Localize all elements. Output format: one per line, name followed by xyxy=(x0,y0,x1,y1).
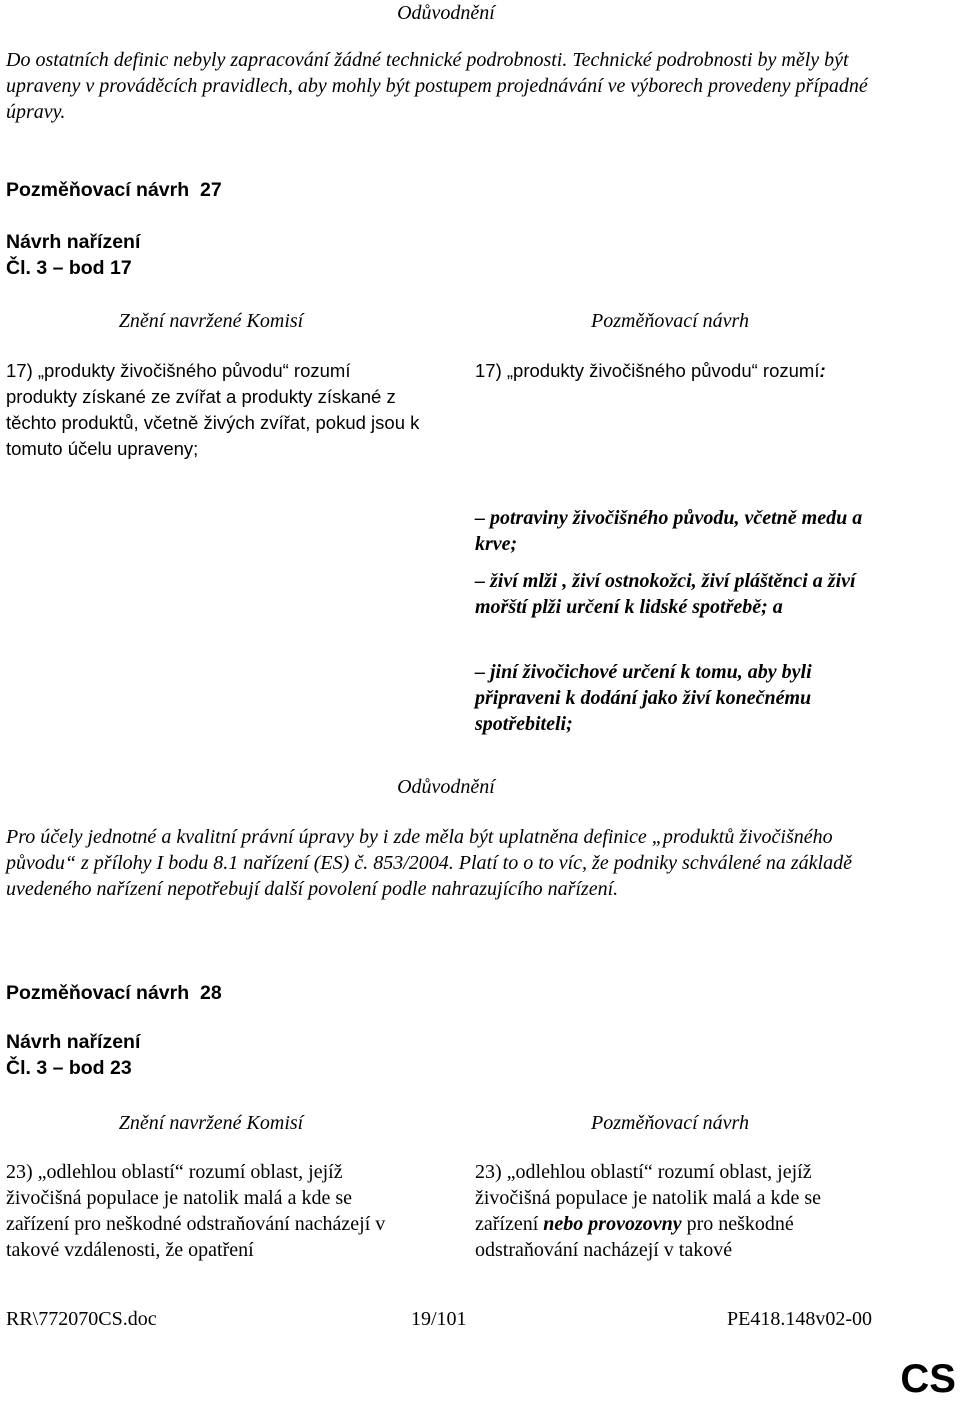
amendment-intro xyxy=(475,358,895,384)
amendment-title-label: Pozměňovací návrh xyxy=(6,982,190,1004)
justification-heading: Odůvodnění xyxy=(397,776,495,798)
footer-pe-ref: PE418.148v02-00 xyxy=(727,1308,872,1330)
amendment-text-part: 23) „odlehlou oblastí“ rozumí oblast, jejíž živočišná populace je natolik malá a kde se zařízení xyxy=(475,1161,821,1235)
article-reference: Čl. 3 – bod 23 xyxy=(6,1057,132,1079)
column-header-amendment: Pozměňovací návrh xyxy=(591,310,749,332)
amendment-intro-colon: : xyxy=(819,360,826,381)
justification-heading: Odůvodnění xyxy=(397,2,495,24)
amendment-intro-text: 17) „produkty živočišného původu“ rozumí xyxy=(475,360,820,381)
amendment-inserted-text: nebo provozovny xyxy=(543,1213,682,1235)
column-header-commission: Znění navržené Komisí xyxy=(118,1112,304,1134)
amendment-text-part: pro neškodné odstraňování nacházejí v takové xyxy=(475,1213,794,1261)
proposal-subtitle: Návrh nařízení xyxy=(6,231,141,253)
amendment-list-item: – potraviny živočišného původu, včetně medu a krve; xyxy=(475,507,863,555)
column-header-commission: Znění navržené Komisí xyxy=(118,310,304,332)
amendment-number: 27 xyxy=(200,179,222,201)
justification-text xyxy=(6,824,886,902)
language-code: CS xyxy=(900,1357,956,1401)
amendment-title xyxy=(6,177,222,203)
amendment-text xyxy=(475,1159,885,1263)
justification-text-part: Pro účely jednotné a kvalitní právní úpravy by i zde měla být uplatněna definice „produktů živočišného původu“ z přílohy I bodu 8.1 nařízení (ES) č. 853/2004. xyxy=(6,826,833,874)
amendment-list-item-text: živí mlži , živí ostnokožci, živí pláštěnci a živí mořští plži určení k lidské spotřebě; a xyxy=(475,570,856,618)
amendment-list-item-text: potraviny živočišného původu, včetně medu a krve; xyxy=(475,507,863,555)
amendment-title xyxy=(6,980,222,1006)
amendment-list-item-text: jiní živočichové určení k tomu, aby byli připraveni k dodání jako živí konečnému spotřebiteli; xyxy=(475,661,812,735)
amendment-list-item: – jiní živočichové určení k tomu, aby byli připraveni k dodání jako živí konečnému spotřebiteli; xyxy=(475,661,812,735)
amendment-number: 28 xyxy=(200,982,222,1004)
amendment-list-item: – živí mlži , živí ostnokožci, živí pláštěnci a živí mořští plži určení k lidské spotřebě; a xyxy=(475,570,856,618)
commission-text: 17) „produkty živočišného původu“ rozumí produkty získané ze zvířat a produkty získané z těchto produktů, včetně živých zvířat, pokud jsou k tomuto účelu upraveny; xyxy=(6,360,420,459)
proposal-subtitle: Návrh nařízení xyxy=(6,1031,141,1053)
amendment-title-label: Pozměňovací návrh xyxy=(6,179,190,201)
commission-text: 23) „odlehlou oblastí“ rozumí oblast, jejíž živočišná populace je natolik malá a kde se zařízení pro neškodné odstraňování nacházejí v takové vzdálenosti, že opatření xyxy=(6,1161,386,1261)
article-reference: Čl. 3 – bod 17 xyxy=(6,257,132,279)
footer-doc-ref: RR\772070CS.doc xyxy=(6,1308,157,1330)
justification-text-part: Platí to o to víc, že podniky schválené na základě uvedeného nařízení nepotřebují další povolení podle nahrazujícího nařízení. xyxy=(6,852,852,900)
column-header-amendment: Pozměňovací návrh xyxy=(591,1112,749,1134)
footer-page-number: 19/101 xyxy=(411,1308,467,1330)
justification-text: Do ostatních definic nebyly zapracování žádné technické podrobnosti. Technické podrobnosti by měly být upraveny v prováděcích pravidlech, aby mohly být postupem projednávání ve výborech provedeny případné úpravy. xyxy=(6,49,868,123)
